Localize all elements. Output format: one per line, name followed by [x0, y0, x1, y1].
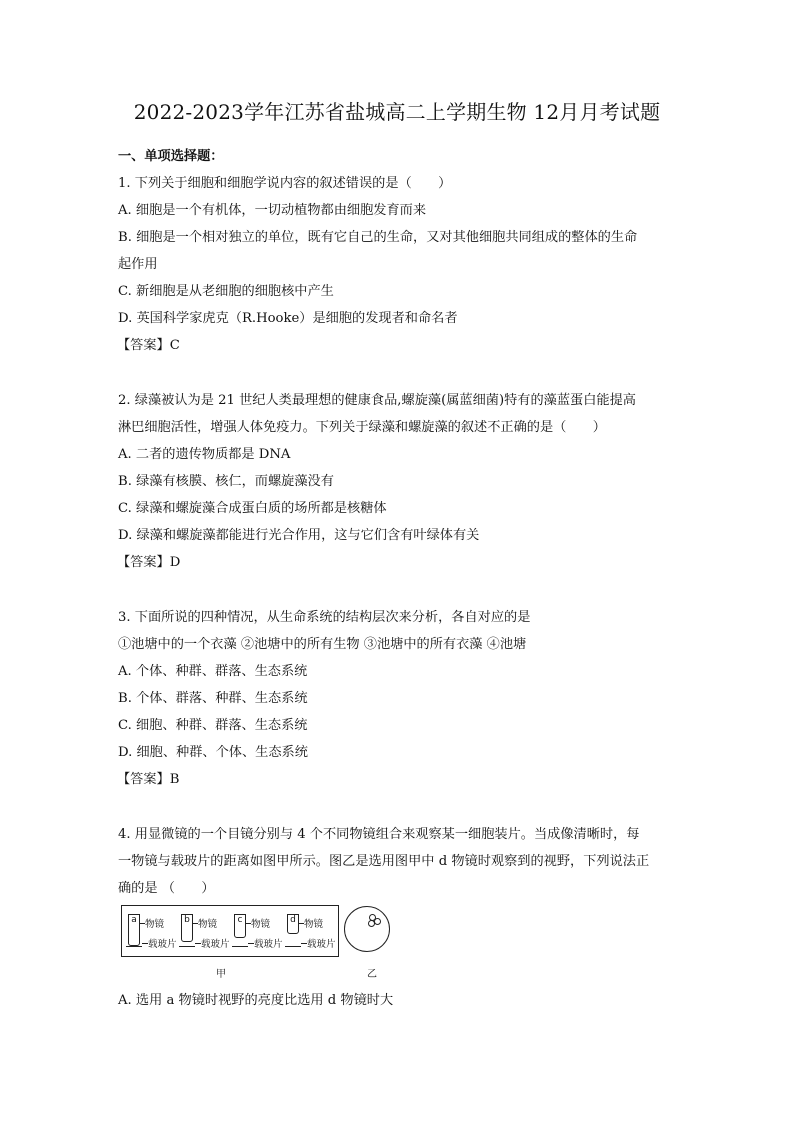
q3-option-b: B. 个体、群落、种群、生态系统: [118, 691, 308, 706]
q1-option-c: C. 新细胞是从老细胞的细胞核中产生: [118, 284, 334, 299]
q2-stem-line2: 淋巴细胞活性，增强人体免疫力。下列关于绿藻和螺旋藻的叙述不正确的是（ ）: [118, 420, 606, 435]
q1-option-b-line2: 起作用: [118, 257, 158, 272]
q4-stem-line2: 一物镜与载玻片的距离如图甲所示。图乙是选用图甲中 d 物镜时观察到的视野，下列说法正: [118, 854, 650, 869]
q2-option-d: D. 绿藻和螺旋藻都能进行光合作用，这与它们含有叶绿体有关: [118, 528, 480, 543]
slide-c-label: 载玻片: [254, 939, 283, 950]
figure-jia-frame: [121, 905, 339, 957]
slide-d: [285, 946, 301, 947]
objective-d-label: 物镜: [304, 919, 324, 930]
objective-c-letter: c: [237, 915, 243, 925]
q2-option-c: C. 绿藻和螺旋藻合成蛋白质的场所都是核糖体: [118, 501, 387, 516]
q3-answer: 【答案】B: [117, 772, 180, 787]
q1-option-b-line1: B. 细胞是一个相对独立的单位，既有它自己的生命，又对其他细胞共同组成的整体的生命: [118, 230, 638, 245]
q2-stem-line1: 2. 绿藻被认为是 21 世纪人类最理想的健康食品,螺旋藻(属蓝细菌)特有的藻蓝蛋白能提高: [118, 393, 636, 408]
q2-answer: 【答案】D: [117, 555, 181, 570]
q2-option-a: A. 二者的遗传物质都是 DNA: [118, 447, 291, 462]
q2-option-b: B. 绿藻有核膜、核仁，而螺旋藻没有: [118, 474, 334, 489]
slide-a-label: 载玻片: [148, 939, 177, 950]
slide-b: [179, 946, 195, 947]
q4-option-a: A. 选用 a 物镜时视野的亮度比选用 d 物镜时大: [118, 993, 394, 1008]
microscope-figure: [118, 902, 388, 980]
slide-a: [126, 946, 142, 947]
q3-option-d: D. 细胞、种群、个体、生态系统: [118, 745, 308, 760]
objective-d-letter: d: [290, 915, 296, 925]
q3-option-a: A. 个体、种群、群落、生态系统: [118, 664, 308, 679]
page-title: 2022-2023学年江苏省盐城高二上学期生物 12月月考试题: [133, 100, 661, 124]
q1-answer: 【答案】C: [117, 338, 180, 353]
q3-items: ①池塘中的一个衣藻 ②池塘中的所有生物 ③池塘中的所有衣藻 ④池塘: [118, 637, 527, 652]
q3-stem: 3. 下面所说的四种情况，从生命系统的结构层次来分析，各自对应的是: [118, 610, 531, 625]
objective-c-label: 物镜: [251, 919, 271, 930]
objective-b-label: 物镜: [198, 919, 218, 930]
slide-b-label: 载玻片: [201, 939, 230, 950]
cell-3: [368, 920, 375, 927]
q1-stem: 1. 下列关于细胞和细胞学说内容的叙述错误的是（ ）: [118, 176, 452, 191]
slide-d-label: 载玻片: [307, 939, 336, 950]
field-of-view-circle: [344, 906, 390, 952]
q4-stem-line3: 确的是 （ ）: [118, 881, 215, 896]
slide-c: [232, 946, 248, 947]
figure-jia-caption: 甲: [216, 969, 226, 980]
q1-option-a: A. 细胞是一个有机体，一切动植物都由细胞发育而来: [118, 203, 427, 218]
objective-a-letter: a: [131, 915, 137, 925]
q1-option-d: D. 英国科学家虎克（R.Hooke）是细胞的发现者和命名者: [118, 311, 458, 326]
figure-yi-caption: 乙: [367, 969, 377, 980]
q4-stem-line1: 4. 用显微镜的一个目镜分别与 4 个不同物镜组合来观察某一细胞装片。当成像清晰时，每: [118, 827, 640, 842]
q3-option-c: C. 细胞、种群、群落、生态系统: [118, 718, 308, 733]
cell-2: [374, 918, 381, 925]
section-heading: 一、单项选择题：: [118, 149, 224, 164]
objective-b-letter: b: [184, 915, 190, 925]
objective-a-label: 物镜: [145, 919, 165, 930]
